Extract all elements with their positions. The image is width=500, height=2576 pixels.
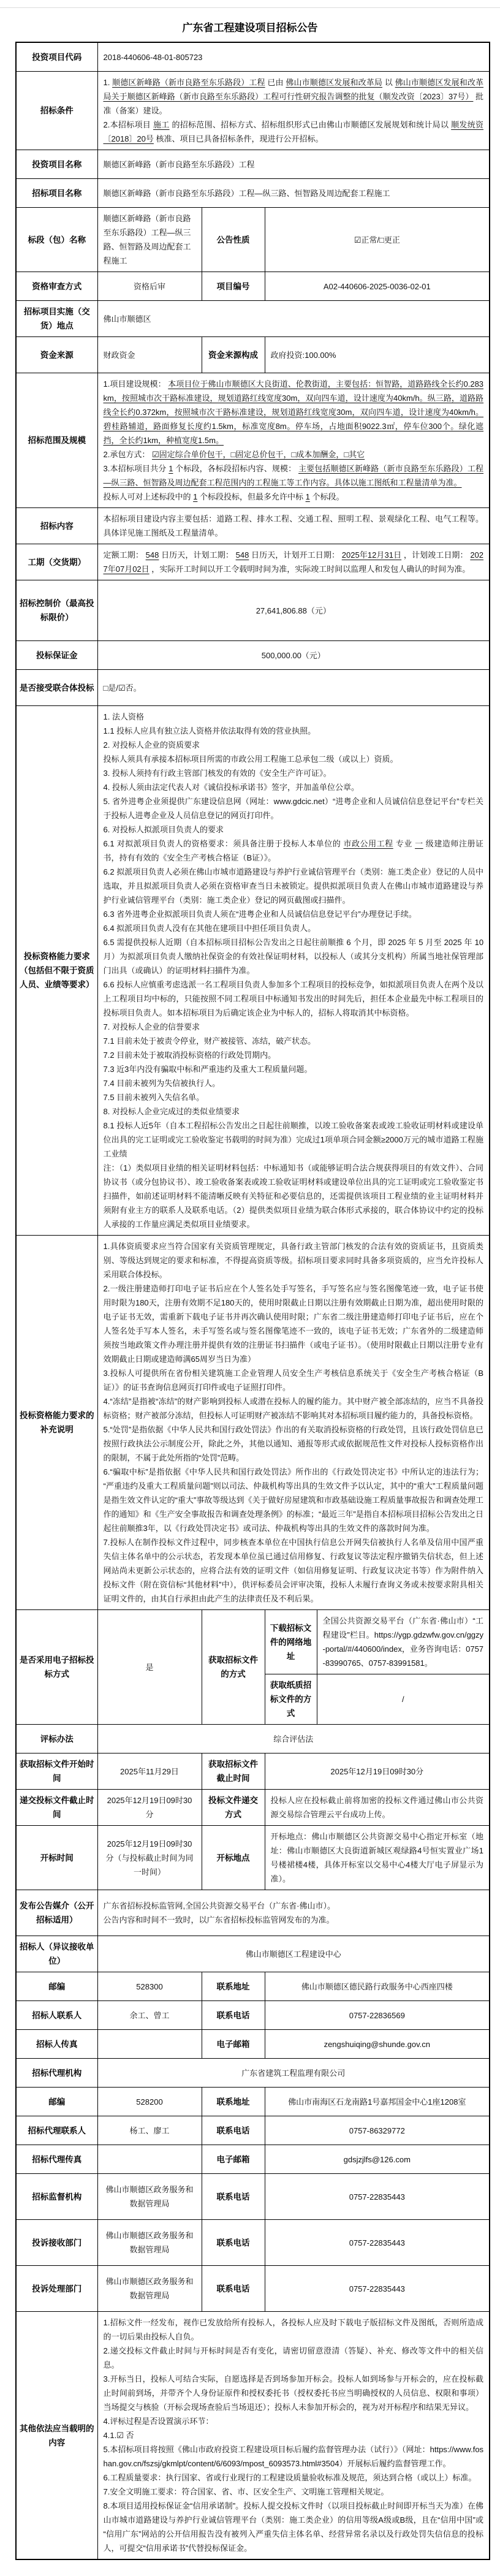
paper-doc-label: 获取纸质招标文件的方式 — [265, 1674, 317, 1725]
investment-code-label: 投资项目代码 — [16, 42, 97, 72]
tenderer-email-label: 电子邮箱 — [202, 2030, 265, 2059]
complaint-handle-value: 佛山市顺德区政务服务和数据管理局 — [97, 2266, 202, 2312]
row-section-name — [16, 208, 490, 272]
paper-doc-value: / — [317, 1674, 490, 1725]
row-tenderer-postcode — [16, 1972, 490, 2001]
tender-name-label: 招标项目名称 — [16, 179, 97, 208]
tenderer-label: 招标人（异议接收单位） — [16, 1936, 97, 1972]
other-label: 其他依法应当载明的内容 — [16, 2312, 97, 2560]
tenderer-postcode-label: 邮编 — [16, 1972, 97, 2001]
row-consortium — [16, 670, 490, 706]
announcement-table — [15, 42, 490, 2560]
tenderer-address-value: 佛山市顺德区德民路行政服务中心西座四楼 — [265, 1972, 490, 2001]
row-bid-bond — [16, 641, 490, 670]
opening-place-label: 开标地点 — [202, 1826, 265, 1890]
row-agency-contact — [16, 2116, 490, 2145]
complaint-receive-value: 佛山市顺德区政务服务和数据管理局 — [97, 2220, 202, 2266]
control-price-value: 27,641,806.88（元） — [97, 580, 490, 641]
agency-postcode-label: 邮编 — [16, 2088, 97, 2116]
tenderer-postcode-value: 528300 — [97, 1972, 202, 2001]
row-submission — [16, 1790, 490, 1826]
qualification-requirements-label: 投标资格能力要求（包括但不限于资质人员、业绩等要求） — [16, 706, 97, 1236]
tenderer-contact-label: 招标人联系人 — [16, 2001, 97, 2030]
agency-contact-label: 招标代理联系人 — [16, 2116, 97, 2145]
complaint-handle-label: 投诉处理部门 — [16, 2266, 97, 2312]
row-investment-name — [16, 150, 490, 179]
funding-composition-value: 政府投资:100.00% — [265, 337, 490, 373]
location-label: 招标项目实施（交货）地点 — [16, 301, 97, 337]
duration-text: 定额工期： 548 日历天，计划工期： 548 日历天，计划开工日期： 2025年12月31日 ，计划竣工日期： 2027年07月02日 ，实际开工时间以开工令载明时间为准，实际竣工时间以监理人和发包人确认的时间为准。 — [97, 544, 490, 580]
row-media — [16, 1890, 490, 1936]
media-label: 发布公告媒介（公开招标适用） — [16, 1890, 97, 1936]
supervisor-value: 佛山市顺德区政务服务和数据管理局 — [97, 2174, 202, 2220]
row-location — [16, 301, 490, 337]
section-name-label: 标段（包）名称 — [16, 208, 97, 272]
complaint-receive-phone-value: 0757-22835443 — [265, 2220, 490, 2266]
submission-deadline-value: 2025年12月19日09时30分 — [97, 1790, 202, 1826]
opening-time-label: 开标时间 — [16, 1826, 97, 1890]
doc-end-time-value: 2025年12月19日09时30分 — [265, 1753, 490, 1790]
complaint-receive-phone-label: 联系电话 — [202, 2220, 265, 2266]
evaluation-method-label: 评标办法 — [16, 1725, 97, 1753]
row-agency — [16, 2059, 490, 2088]
row-qualification-review — [16, 272, 490, 301]
supervisor-phone-label: 联系电话 — [202, 2174, 265, 2220]
row-qualification-requirements — [16, 706, 490, 1236]
download-url-label: 下载招标文件的网络地址 — [265, 1610, 317, 1674]
bid-bond-value: 500,000.00（元） — [97, 641, 490, 670]
row-tenderer — [16, 1936, 490, 1972]
opening-place-value: 开标地点：佛山市顺德区公共资源交易中心指定开标室（地址：佛山市顺德区大良街道新城区观绿路4号恒实置业广场1号楼裙楼4楼，具体开标室以交易中心4楼大厅电子屏显示为准）。 — [265, 1826, 490, 1890]
project-number-value: A02-440606-2025-0036-02-01 — [265, 272, 490, 301]
scope-text: 1.项目建设规模： 本项目位于佛山市顺德区大良街道、伦教街道，主要包括：恒智路，道路路线全长约0.283km，按照城市次干路标准建设，规划道路红线宽度30m，双向四车道，设计速度为40km/h。纵三路，道路路线全长约0.372km，按照城市次干路标准建设，规划道路红线宽度30m，双向四车道，设计速度为40km/h。碧桂路辅道，路面修复长度约1.5km，标准宽度8m。停车场，占地面积9022.3㎡，停车位300个。绿化遮挡，全长约1km，种植宽度1.5m。 2.承包方式： ☑固定综合单价包干，□固定总价包干，□成本加酬金，□其它 3.本招标项目共分 1 个标段，各标段招标内容、规模： 主要包括顺德区新峰路（新市良路至东乐路段）工程—纵三路、恒智路及周边配套工程范围内的工程施工等工作内容。具体以施工图纸和工程量清单为准。 投标人可对上述标段中的 1 个标段投标，但最多允许中标 1 个标段。 — [97, 373, 490, 508]
bid-bond-label: 投标保证金 — [16, 641, 97, 670]
content-value: 本招标项目建设内容主要包括：道路工程、排水工程、交通工程、照明工程、景观绿化工程、电气工程等。具体详见施工图纸及工程量清单。 — [97, 508, 490, 544]
row-supervisor — [16, 2174, 490, 2220]
notice-type-label: 公告性质 — [202, 208, 265, 272]
tenderer-address-label: 联系地址 — [202, 1972, 265, 2001]
download-url-value: 全国公共资源交易平台（广东省·佛山市）“工程建设”栏目。https://ygp.gdzwfw.gov.cn/ggzy-portal/#/440600/index，业务咨询电话：0757-83990765、0757-83991581。 — [317, 1610, 490, 1674]
duration-label: 工期（交货期） — [16, 544, 97, 580]
location-value: 佛山市顺德区 — [97, 301, 490, 337]
funding-composition-label: 资金来源构成 — [202, 337, 265, 373]
row-tenderer-fax — [16, 2030, 490, 2059]
submission-method-value: 投标人应在投标截止前将加密的投标文件通过佛山市公共资源交易综合管理云平台成功上传。 — [265, 1790, 490, 1826]
investment-name-label: 投资项目名称 — [16, 150, 97, 179]
qualification-requirements-text: 1. 法人资格 1.1 投标人应具有独立法人资格并依法取得有效的营业执照。 2. 对投标人企业的资质要求 投标人须具有承接本招标项目所需的市政公用工程施工总承包二级（或以上）资质。 3. 投标人须持有行政主管部门核发的有效的《安全生产许可证》。 4. 投标人须由法定代表人对《诚信投标承诺书》签字，并加盖单位公章。 5. 省外进粤企业须提供广东建设信息网（网址：www.gdcic.net）“进粤企业和人员诚信信息登记平台”专栏关于投标人进粤企业及人员信息登记的网页打印件。 6. 对投标人拟派项目负责人的要求 6.1 对拟派项目负责人的资格要求：须具备注册于投标人本单位的 市政公用工程 专业 一 级建造师注册证书，持有有效的《安全生产考核合格证（B证）》。 6.2 拟派项目负责人必须在佛山市城市道路建设与养护行业诚信管理平台（类别：施工类企业）登记的人员中选取，并且拟派项目负责人必须在资格审查当日未被锁定。提供拟派项目负责人在佛山市城市道路建设与养护行业诚信管理平台（类别：施工类企业）登记的网页截图或扫描件。 6.3 省外进粤企业拟派项目负责人须在“进粤企业和人员诚信信息登记平台”办理登记手续。 6.4 拟派项目负责人没有在其他在建项目中担任项目负责人。 6.5 需提供投标人近期（自本招标项目招标公告发出之日起往前顺推 6 个月，即 2025 年 5 月至 2025 年 10 月）为拟派项目负责人缴纳社保资金的有效社保证明材料，以投标人（或其分支机构）所属当地社保管理部门出具（或确认）的证明材料扫描件为准。 6.6 投标人应慎重考虑选派一名工程项目负责人参加多个工程项目的投标竞争，如拟派项目负责人在两个及以上工程项目均中标的，只能按照不同工程项目中标通知书发出的时间先后，担任本企业最先中标工程项目的投标项目负责人。如本招标项目为后确定该企业为中标人的，招标人将取消其中标资格。 7. 对投标人企业的信誉要求 7.1 目前未处于被责令停业，财产被接管、冻结，破产状态。 7.2 目前未处于被取消投标资格的行政处罚期内。 7.3 近3年内没有骗取中标和严重违约及重大工程质量问题。 7.4 目前未被列为失信被执行人。 7.5 目前未被列入失信名单。 8. 对投标人企业完成过的类似业绩要求 8.1 投标人近5年（自本工程招标公告发出之日起往前顺推，以竣工验收备案表或竣工验收证明材料或建设单位出具的完工证明或完工验收鉴定书载明的时间为准）完成过1项单项合同金额≥2000万元的城市道路工程施工业绩 注：（1）类似项目业绩的相关证明材料包括：中标通知书（或能够证明合法合规获得项目的有效文件）、合同协议书（或分包协议书）、竣工验收备案表或竣工验收证明材料或建设单位出具的完工证明或完工验收鉴定书扫描件，如前述证明材料不能清晰反映有关特征和必要信息的，还需提供该项目工程业绩的业主证明材料并须附有业主方的联系人及联系电话。（2）提供类似项目业绩为联合体形式承接的，联合体协议中约定的投标人承接的工作量应满足类似项目业绩要求。 — [97, 706, 490, 1236]
content-label: 招标内容 — [16, 508, 97, 544]
top-divider — [0, 7, 500, 8]
complaint-handle-phone-value: 0757-22835443 — [265, 2266, 490, 2312]
agency-address-value: 佛山市南海区石龙南路1号嘉邦国金中心1座1208室 — [265, 2088, 490, 2116]
agency-address-label: 联系地址 — [202, 2088, 265, 2116]
row-control-price — [16, 580, 490, 641]
project-number-label: 项目编号 — [202, 272, 265, 301]
agency-label: 招标代理机构 — [16, 2059, 97, 2088]
evaluation-method-value: 综合评估法 — [97, 1725, 490, 1753]
section-name-value: 顺德区新峰路（新市良路至东乐路段）工程—纵三路、恒智路及周边配套工程施工 — [97, 208, 202, 272]
electronic-bidding-label: 是否采用电子招标投标方式 — [16, 1610, 97, 1725]
investment-name-value: 顺德区新峰路（新市良路至东乐路段）工程 — [97, 150, 490, 179]
row-complaint-receive — [16, 2220, 490, 2266]
row-opening — [16, 1826, 490, 1890]
tender-name-value: 顺德区新峰路（新市良路至东乐路段）工程—纵三路、恒智路及周边配套工程施工 — [97, 179, 490, 208]
agency-email-label: 电子邮箱 — [202, 2145, 265, 2174]
submission-deadline-label: 递交投标文件截止时间 — [16, 1790, 97, 1826]
tenderer-email-value: zengshuiqing@shunde.gov.cn — [265, 2030, 490, 2059]
funding-value: 财政资金 — [97, 337, 202, 373]
doc-obtain-method-label: 获取招标文件的方式 — [202, 1610, 265, 1725]
tenderer-fax-value — [97, 2030, 202, 2059]
row-duration — [16, 544, 490, 580]
row-electronic-bidding — [16, 1610, 490, 1674]
agency-email-value: gdsjzjlfs@126.com — [265, 2145, 490, 2174]
row-agency-fax — [16, 2145, 490, 2174]
row-other — [16, 2312, 490, 2560]
agency-phone-label: 联系电话 — [202, 2116, 265, 2145]
row-tenderer-contact — [16, 2001, 490, 2030]
electronic-bidding-value: 是 — [97, 1610, 202, 1725]
tenderer-contact-value: 余工、曾工 — [97, 2001, 202, 2030]
complaint-receive-label: 投诉接收部门 — [16, 2220, 97, 2266]
notice-type-checkboxes: ☑正常/□更正 — [265, 208, 490, 272]
consortium-checkboxes: □是/☑否。 — [97, 670, 490, 706]
row-evaluation-method — [16, 1725, 490, 1753]
investment-code-value: 2018-440606-48-01-805723 — [97, 42, 490, 72]
submission-method-label: 投标文件递交方式 — [202, 1790, 265, 1826]
scope-label: 招标范围及规模 — [16, 373, 97, 508]
row-qualification-supplement — [16, 1236, 490, 1610]
row-agency-postcode — [16, 2088, 490, 2116]
tenderer-phone-label: 联系电话 — [202, 2001, 265, 2030]
announcement-page — [0, 7, 500, 2560]
qualification-supplement-label: 投标资格能力要求的补充说明 — [16, 1236, 97, 1610]
complaint-handle-phone-label: 联系电话 — [202, 2266, 265, 2312]
agency-fax-value — [97, 2145, 202, 2174]
supervisor-phone-value: 0757-22835443 — [265, 2174, 490, 2220]
funding-label: 资金来源 — [16, 337, 97, 373]
consortium-label: 是否接受联合体投标 — [16, 670, 97, 706]
tenderer-value: 佛山市顺德区工程建设中心 — [97, 1936, 490, 1972]
row-tender-conditions — [16, 72, 490, 150]
tenderer-fax-label: 招标人传真 — [16, 2030, 97, 2059]
row-complaint-handle — [16, 2266, 490, 2312]
other-text: 1.招标文件一经发布，视作已发放给所有投标人，各投标人应及时下载电子版招标文件及图纸，否则所造成的一切后果由投标人自负。 2.递交投标文件截止时间与开标时间是否有变化，请密切留意澄清（答疑）、补充、修改等文件中的相关信息。 3.开标当日，投标人可结合实际，自愿选择是否到场参加开标会。投标人如到场参与开标会的，应在投标截止时间前到场，并带齐个人身份证原件和授权委托书（授权委托书应当明确授权的人员信息、权限和事项）当场提交与核验（开标会现场查验后当场退还）；投标人未参加开标会的，视为对开标程序和结果无异议。 4.评标过程是否设置演示环节： 4.1.☑ 否 5.本招标项目将按照《佛山市政府投资工程建设项目标后履约监督管理办法（试行）》（网址：https://www.foshan.gov.cn/fszsj/gkmlpt/content/6/6093/mpost_6093573.html#3504）开展标后履约监督管理工作。 6.工程质量要求：执行国家、省或行业现行的工程建设质量验收标准及规范，须达到合格（或以上）标准。 7.安全文明施工要求：符合国家、省、市、区安全生产、文明施工管理相关规定。 8.本项目适用投标保证金“信用承诺制”。投标人提交投标文件时（以项目投标截止时间即开标当天为准）在佛山市城市道路建设与养护行业诚信管理平台（类别：施工类企业）的信用等级A级或B级，且在“信用中国”或“信用广东”网站的公开信用报告没有被列入严重失信主体名单、经营异常名录以及行政处罚失信信息的投标人，可提交“信用承诺书”代替投标保证金。 — [97, 2312, 490, 2560]
doc-start-time-value: 2025年11月29日 — [97, 1753, 202, 1790]
agency-fax-label: 招标代理传真 — [16, 2145, 97, 2174]
page-title: 广东省工程建设项目招标公告 — [182, 22, 318, 34]
agency-phone-value: 0757-86329772 — [265, 2116, 490, 2145]
agency-contact-value: 杨工、廖工 — [97, 2116, 202, 2145]
row-content — [16, 508, 490, 544]
tender-conditions-label: 招标条件 — [16, 72, 97, 150]
doc-start-time-label: 获取招标文件开始时间 — [16, 1753, 97, 1790]
qualification-review-label: 资格审查方式 — [16, 272, 97, 301]
supervisor-label: 招标监督机构 — [16, 2174, 97, 2220]
control-price-label: 招标控制价（最高投标限价） — [16, 580, 97, 641]
row-investment-code — [16, 42, 490, 72]
qualification-review-value: 资格后审 — [97, 272, 202, 301]
tender-conditions-text: 1. 顺德区新峰路（新市良路至东乐路段）工程 已由 佛山市顺德区发展和改革局 以 佛山市顺德区发展和改革局关于顺德区新峰路（新市良路至东乐路段）工程可行性研究报告调整的批复（顺发改资〔2023〕37号） 批准（备案）建设。 2.本招标项目 施工 的招标范围、招标方式、招标组织形式已由佛山市顺德区发展规划和统计局以 顺发统资〔2018〕20号 核准、项目已具备招标条件，现进行公开招标。 — [97, 72, 490, 150]
agency-postcode-value: 528200 — [97, 2088, 202, 2116]
qualification-supplement-text: 1.具体资质要求应当符合国家有关资质管理规定，具备行政主管部门核发的合法有效的资质证书，且资质类别、等级达到规定的要求和标准，不得提高资质等级。招标项目要求同时具备多项资质的，应当允许投标人采用联合体投标。 2.一级注册建造师打印电子证书后应在个人签名处手写签名，手写签名应与签名图像笔迹一致，电子证书使用时限为180天，注册有效期不足180天的，使用时限截止日期以注册有效期截止日期为准，超出使用时限的电子证书无效，需重新下载电子证书并再次确认使用时限；广东省二级注册建造师打印电子证书后，应在个人签名处手写本人签名，未手写签名或与签名图像笔迹不一致的，该电子证书无效；广东省外的二级建造师须按当地政策文件办理注册并提供有效的注册证书扫描件（或电子证书）。（使用时限截止日期以注册专业有效期截止日期或建造师满65周岁当日为准） 3.投标人可提供所在省份相关建筑施工企业管理人员安全生产考核信息系统关于《安全生产考核合格证（B证）》的证书查询信息网页打印件或电子证照打印件。 4.“冻结”是指被“冻结”的财产影响到投标人或潜在投标人的履约能力。其中财产被全部冻结的，应当不具备投标资格；财产被部分冻结，但投标人可证明财产被冻结不影响其对本招标项目履约能力的，具备投标资格。 5.“处罚”是指依据《中华人民共和国行政处罚法》作出的有关取消投标资格的行政处罚，且该行政处罚信息已按照行政执法公示制度公开，除此之外，其他以通知、通报等形式或依据规范性文件对投标人投标资格作出的限制，不属于此处所指的“处罚”范畴。 6.“骗取中标”是指依据《中华人民共和国行政处罚法》所作出的《行政处罚决定书》中所认定的违法行为；“严重违约及重大工程质量问题”则以司法、仲裁机构等出具的生效文件予以认定，其中的“重大”工程质量问题是指生效文件认定的“重大”事故等级达到《关于做好房屋建筑和市政基础设施工程质量事故报告和调查处理工作的通知》和《生产安全事故报告和调查处理条例》的标准；“最近三年”是指自本招标项目招标公告发出之日起往前顺推3年，以《行政处罚决定书》或司法、仲裁机构等出具的生效文件的落款时间为准。 7.投标人在制作投标文件过程中，同步核查本单位在中国执行信息公开网失信被执行人名单及信用中国严重失信主体名单中的公示状态，若发现本单位虽已通过信用修复、行政复议等法定程序撤销失信状态，但上述网站尚未更新公示状态的，应将合法有效的证明文件（如信用修复证明、行政复议决定书等）作为附件纳入投标文件（附在资信标“其他材料”中），供评标委员会评审决策，投标人未履行查询义务或未按要求附具相关证明文件的，由其自行承担由此产生的法律责任及不利后果。 — [97, 1236, 490, 1610]
doc-end-time-label: 获取招标文件截止时间 — [202, 1753, 265, 1790]
opening-time-value: 2025年12月19日09时30分（与投标截止时间为同一时间） — [97, 1826, 202, 1890]
media-text: 广东省招标投标监管网,全国公共资源交易平台（广东省·佛山市）。 公告内容和时间不一致时，以广东省招标投标监管网发布的为准。 — [97, 1890, 490, 1936]
row-tender-name — [16, 179, 490, 208]
tenderer-phone-value: 0757-22836569 — [265, 2001, 490, 2030]
row-doc-time — [16, 1753, 490, 1790]
agency-value: 广东省建筑工程监理有限公司 — [97, 2059, 490, 2088]
row-scope — [16, 373, 490, 508]
row-funding — [16, 337, 490, 373]
